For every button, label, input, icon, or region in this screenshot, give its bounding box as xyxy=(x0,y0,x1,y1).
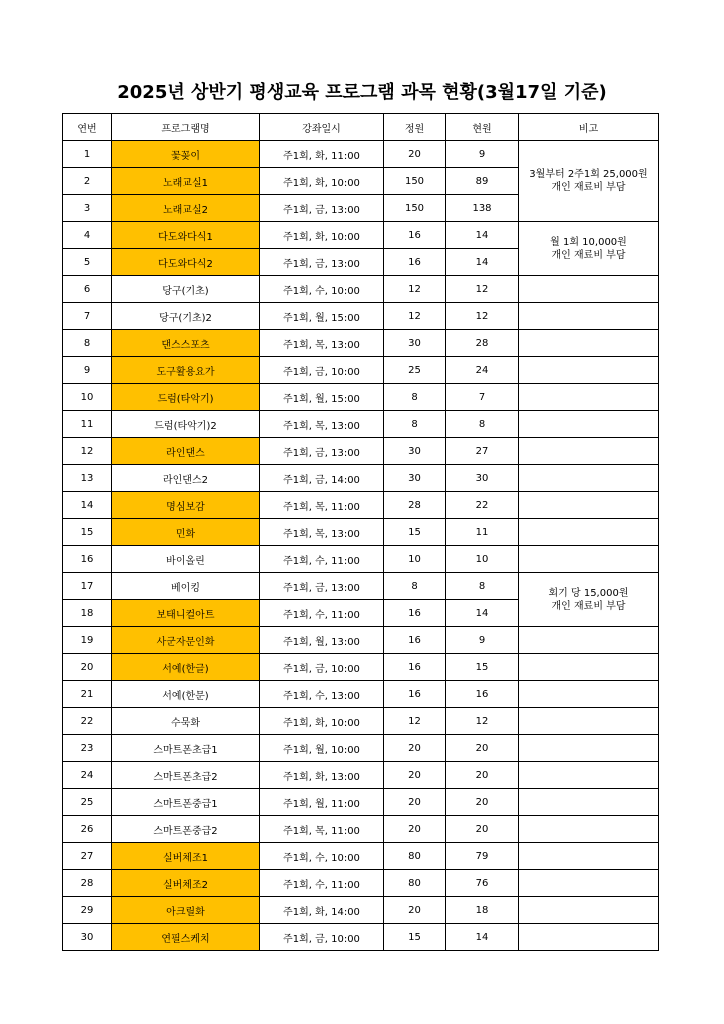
table-row xyxy=(63,384,659,411)
row-no-cell: 8 xyxy=(63,330,112,357)
remarks-cell xyxy=(519,276,659,303)
row-no-cell: 18 xyxy=(63,600,112,627)
program-name-cell: 연필스케치 xyxy=(112,924,260,951)
current-enrollment-cell: 14 xyxy=(446,924,519,951)
current-enrollment-cell: 12 xyxy=(446,276,519,303)
remarks-cell xyxy=(519,789,659,816)
row-no-cell: 7 xyxy=(63,303,112,330)
current-enrollment-cell: 9 xyxy=(446,141,519,168)
remarks-cell xyxy=(519,438,659,465)
row-no-cell: 27 xyxy=(63,843,112,870)
capacity-cell: 8 xyxy=(384,411,446,438)
program-name-cell: 바이올린 xyxy=(112,546,260,573)
row-no-cell: 6 xyxy=(63,276,112,303)
capacity-cell: 20 xyxy=(384,141,446,168)
program-name-cell: 서예(한문) xyxy=(112,681,260,708)
remarks-cell xyxy=(519,384,659,411)
schedule-cell: 주1회, 화, 11:00 xyxy=(260,141,384,168)
table-header-row xyxy=(63,114,659,141)
capacity-cell: 16 xyxy=(384,222,446,249)
remarks-line: 개인 재료비 부담 xyxy=(551,600,626,612)
program-name-cell: 스마트폰초급1 xyxy=(112,735,260,762)
capacity-cell: 20 xyxy=(384,816,446,843)
program-name-cell: 스마트폰중급2 xyxy=(112,816,260,843)
table-row xyxy=(63,789,659,816)
current-enrollment-cell: 76 xyxy=(446,870,519,897)
schedule-cell: 주1회, 화, 10:00 xyxy=(260,708,384,735)
program-name-cell: 드럼(타악기)2 xyxy=(112,411,260,438)
schedule-cell: 주1회, 화, 14:00 xyxy=(260,897,384,924)
row-no-cell: 1 xyxy=(63,141,112,168)
program-name-cell: 노래교실2 xyxy=(112,195,260,222)
program-name-cell: 스마트폰초급2 xyxy=(112,762,260,789)
table-row xyxy=(63,330,659,357)
table-row xyxy=(63,573,659,600)
table-row xyxy=(63,519,659,546)
current-enrollment-cell: 8 xyxy=(446,411,519,438)
current-enrollment-cell: 18 xyxy=(446,897,519,924)
table-row xyxy=(63,897,659,924)
remarks-line: 회기 당 15,000원 xyxy=(548,587,629,599)
program-name-cell: 당구(기초)2 xyxy=(112,303,260,330)
table-row xyxy=(63,735,659,762)
row-no-cell: 25 xyxy=(63,789,112,816)
capacity-cell: 16 xyxy=(384,600,446,627)
program-name-cell: 사군자문인화 xyxy=(112,627,260,654)
remarks-cell xyxy=(519,411,659,438)
table-row xyxy=(63,924,659,951)
program-name-cell: 실버체조1 xyxy=(112,843,260,870)
table-row xyxy=(63,465,659,492)
schedule-cell: 주1회, 목, 11:00 xyxy=(260,492,384,519)
current-enrollment-cell: 14 xyxy=(446,222,519,249)
row-no-cell: 16 xyxy=(63,546,112,573)
remarks-cell xyxy=(519,222,659,276)
schedule-cell: 주1회, 금, 13:00 xyxy=(260,249,384,276)
program-name-cell: 명심보감 xyxy=(112,492,260,519)
row-no-cell: 15 xyxy=(63,519,112,546)
current-enrollment-cell: 30 xyxy=(446,465,519,492)
current-enrollment-cell: 20 xyxy=(446,816,519,843)
capacity-cell: 10 xyxy=(384,546,446,573)
schedule-cell: 주1회, 금, 10:00 xyxy=(260,654,384,681)
current-enrollment-cell: 9 xyxy=(446,627,519,654)
row-no-cell: 14 xyxy=(63,492,112,519)
remarks-cell xyxy=(519,762,659,789)
capacity-cell: 150 xyxy=(384,168,446,195)
row-no-cell: 9 xyxy=(63,357,112,384)
program-name-cell: 꽃꽂이 xyxy=(112,141,260,168)
schedule-cell: 주1회, 월, 10:00 xyxy=(260,735,384,762)
capacity-cell: 12 xyxy=(384,303,446,330)
program-name-cell: 당구(기초) xyxy=(112,276,260,303)
row-no-cell: 4 xyxy=(63,222,112,249)
header-schedule: 강좌일시 xyxy=(260,114,384,141)
program-name-cell: 스마트폰중급1 xyxy=(112,789,260,816)
remarks-cell xyxy=(519,141,659,222)
row-no-cell: 12 xyxy=(63,438,112,465)
table-row xyxy=(63,843,659,870)
current-enrollment-cell: 14 xyxy=(446,600,519,627)
capacity-cell: 25 xyxy=(384,357,446,384)
remarks-line: 개인 재료비 부담 xyxy=(551,249,626,261)
capacity-cell: 8 xyxy=(384,384,446,411)
current-enrollment-cell: 89 xyxy=(446,168,519,195)
table-row xyxy=(63,276,659,303)
remarks-cell xyxy=(519,816,659,843)
schedule-cell: 주1회, 수, 13:00 xyxy=(260,681,384,708)
remarks-cell xyxy=(519,492,659,519)
capacity-cell: 15 xyxy=(384,924,446,951)
program-name-cell: 댄스스포츠 xyxy=(112,330,260,357)
table-row xyxy=(63,870,659,897)
capacity-cell: 16 xyxy=(384,681,446,708)
header-current: 현원 xyxy=(446,114,519,141)
capacity-cell: 12 xyxy=(384,708,446,735)
program-name-cell: 노래교실1 xyxy=(112,168,260,195)
current-enrollment-cell: 11 xyxy=(446,519,519,546)
capacity-cell: 80 xyxy=(384,843,446,870)
current-enrollment-cell: 14 xyxy=(446,249,519,276)
table-row xyxy=(63,411,659,438)
table-row xyxy=(63,681,659,708)
current-enrollment-cell: 138 xyxy=(446,195,519,222)
schedule-cell: 주1회, 월, 13:00 xyxy=(260,627,384,654)
program-name-cell: 실버체조2 xyxy=(112,870,260,897)
row-no-cell: 28 xyxy=(63,870,112,897)
current-enrollment-cell: 10 xyxy=(446,546,519,573)
remarks-line: 월 1회 10,000원 xyxy=(550,236,627,248)
row-no-cell: 10 xyxy=(63,384,112,411)
program-name-cell: 수묵화 xyxy=(112,708,260,735)
schedule-cell: 주1회, 목, 13:00 xyxy=(260,330,384,357)
row-no-cell: 23 xyxy=(63,735,112,762)
current-enrollment-cell: 20 xyxy=(446,735,519,762)
remarks-cell xyxy=(519,627,659,654)
current-enrollment-cell: 12 xyxy=(446,303,519,330)
table-row xyxy=(63,303,659,330)
remarks-cell xyxy=(519,330,659,357)
row-no-cell: 19 xyxy=(63,627,112,654)
remarks-line: 3월부터 2주1회 25,000원 xyxy=(529,169,648,180)
current-enrollment-cell: 20 xyxy=(446,762,519,789)
schedule-cell: 주1회, 금, 13:00 xyxy=(260,438,384,465)
program-name-cell: 아크릴화 xyxy=(112,897,260,924)
remarks-cell xyxy=(519,654,659,681)
remarks-cell xyxy=(519,357,659,384)
table-row xyxy=(63,222,659,249)
program-name-cell: 라인댄스 xyxy=(112,438,260,465)
current-enrollment-cell: 22 xyxy=(446,492,519,519)
remarks-line: 개인 재료비 부담 xyxy=(551,182,626,193)
current-enrollment-cell: 7 xyxy=(446,384,519,411)
schedule-cell: 주1회, 화, 13:00 xyxy=(260,762,384,789)
schedule-cell: 주1회, 금, 13:00 xyxy=(260,195,384,222)
row-no-cell: 24 xyxy=(63,762,112,789)
program-name-cell: 민화 xyxy=(112,519,260,546)
remarks-cell xyxy=(519,897,659,924)
schedule-cell: 주1회, 금, 13:00 xyxy=(260,573,384,600)
capacity-cell: 12 xyxy=(384,276,446,303)
remarks-cell xyxy=(519,924,659,951)
program-name-cell: 베이킹 xyxy=(112,573,260,600)
row-no-cell: 21 xyxy=(63,681,112,708)
row-no-cell: 5 xyxy=(63,249,112,276)
remarks-cell xyxy=(519,573,659,627)
row-no-cell: 30 xyxy=(63,924,112,951)
capacity-cell: 16 xyxy=(384,627,446,654)
program-name-cell: 다도와다식1 xyxy=(112,222,260,249)
header-remarks: 비고 xyxy=(519,114,659,141)
remarks-cell xyxy=(519,519,659,546)
row-no-cell: 20 xyxy=(63,654,112,681)
page-title: 2025년 상반기 평생교육 프로그램 과목 현황(3월17일 기준) xyxy=(117,82,607,103)
schedule-cell: 주1회, 금, 10:00 xyxy=(260,357,384,384)
capacity-cell: 20 xyxy=(384,789,446,816)
capacity-cell: 8 xyxy=(384,573,446,600)
row-no-cell: 26 xyxy=(63,816,112,843)
current-enrollment-cell: 28 xyxy=(446,330,519,357)
capacity-cell: 16 xyxy=(384,654,446,681)
remarks-cell xyxy=(519,870,659,897)
program-name-cell: 도구활용요가 xyxy=(112,357,260,384)
row-no-cell: 11 xyxy=(63,411,112,438)
table-row xyxy=(63,816,659,843)
table-row xyxy=(63,546,659,573)
table-row xyxy=(63,762,659,789)
program-name-cell: 드럼(타악기) xyxy=(112,384,260,411)
remarks-cell xyxy=(519,843,659,870)
remarks-cell xyxy=(519,708,659,735)
header-no: 연번 xyxy=(63,114,112,141)
table-row xyxy=(63,492,659,519)
program-table xyxy=(62,113,659,951)
schedule-cell: 주1회, 수, 10:00 xyxy=(260,843,384,870)
schedule-cell: 주1회, 금, 14:00 xyxy=(260,465,384,492)
schedule-cell: 주1회, 목, 13:00 xyxy=(260,519,384,546)
remarks-cell xyxy=(519,546,659,573)
current-enrollment-cell: 24 xyxy=(446,357,519,384)
current-enrollment-cell: 27 xyxy=(446,438,519,465)
table-row xyxy=(63,654,659,681)
current-enrollment-cell: 12 xyxy=(446,708,519,735)
remarks-cell xyxy=(519,735,659,762)
schedule-cell: 주1회, 목, 13:00 xyxy=(260,411,384,438)
current-enrollment-cell: 79 xyxy=(446,843,519,870)
header-capacity: 정원 xyxy=(384,114,446,141)
capacity-cell: 28 xyxy=(384,492,446,519)
remarks-cell xyxy=(519,303,659,330)
row-no-cell: 29 xyxy=(63,897,112,924)
row-no-cell: 22 xyxy=(63,708,112,735)
schedule-cell: 주1회, 월, 15:00 xyxy=(260,384,384,411)
capacity-cell: 30 xyxy=(384,438,446,465)
program-name-cell: 서예(한글) xyxy=(112,654,260,681)
schedule-cell: 주1회, 월, 11:00 xyxy=(260,789,384,816)
capacity-cell: 20 xyxy=(384,735,446,762)
remarks-cell xyxy=(519,465,659,492)
program-name-cell: 라인댄스2 xyxy=(112,465,260,492)
schedule-cell: 주1회, 화, 10:00 xyxy=(260,168,384,195)
header-program-name: 프로그램명 xyxy=(112,114,260,141)
capacity-cell: 150 xyxy=(384,195,446,222)
schedule-cell: 주1회, 목, 11:00 xyxy=(260,816,384,843)
row-no-cell: 3 xyxy=(63,195,112,222)
schedule-cell: 주1회, 수, 11:00 xyxy=(260,546,384,573)
table-row xyxy=(63,627,659,654)
schedule-cell: 주1회, 금, 10:00 xyxy=(260,924,384,951)
table-row xyxy=(63,141,659,168)
schedule-cell: 주1회, 수, 10:00 xyxy=(260,276,384,303)
capacity-cell: 30 xyxy=(384,465,446,492)
row-no-cell: 17 xyxy=(63,573,112,600)
capacity-cell: 30 xyxy=(384,330,446,357)
program-name-cell: 보태니컬아트 xyxy=(112,600,260,627)
schedule-cell: 주1회, 화, 10:00 xyxy=(260,222,384,249)
table-row xyxy=(63,438,659,465)
capacity-cell: 16 xyxy=(384,249,446,276)
capacity-cell: 20 xyxy=(384,762,446,789)
capacity-cell: 15 xyxy=(384,519,446,546)
capacity-cell: 20 xyxy=(384,897,446,924)
current-enrollment-cell: 15 xyxy=(446,654,519,681)
program-name-cell: 다도와다식2 xyxy=(112,249,260,276)
current-enrollment-cell: 16 xyxy=(446,681,519,708)
row-no-cell: 2 xyxy=(63,168,112,195)
schedule-cell: 주1회, 수, 11:00 xyxy=(260,870,384,897)
capacity-cell: 80 xyxy=(384,870,446,897)
remarks-cell xyxy=(519,681,659,708)
table-row xyxy=(63,357,659,384)
schedule-cell: 주1회, 월, 15:00 xyxy=(260,303,384,330)
row-no-cell: 13 xyxy=(63,465,112,492)
current-enrollment-cell: 20 xyxy=(446,789,519,816)
current-enrollment-cell: 8 xyxy=(446,573,519,600)
table-row xyxy=(63,708,659,735)
schedule-cell: 주1회, 수, 11:00 xyxy=(260,600,384,627)
